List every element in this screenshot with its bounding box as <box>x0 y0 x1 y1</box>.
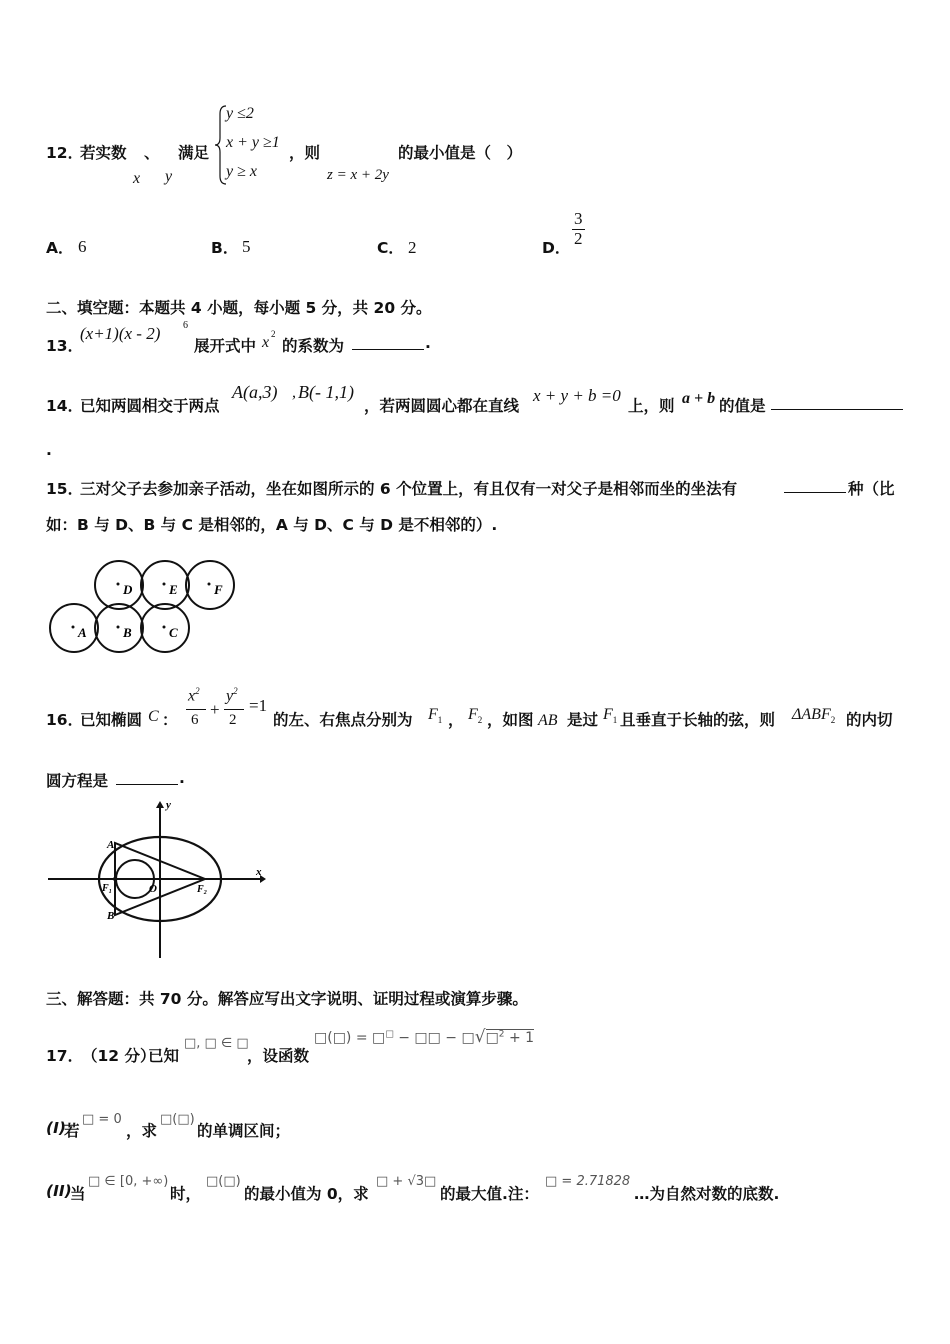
seat-f-label: F <box>214 582 223 597</box>
q17-function-exp: □ <box>385 1029 394 1040</box>
q17-part-2-text-4: 的最大值.注： <box>440 1185 539 1203</box>
q14-text-2: ，若两圆圆心都在直线 <box>364 397 520 415</box>
q17-sqrt-var: □ <box>485 1030 499 1046</box>
q15-seating-figure <box>46 556 238 658</box>
q16-text-2: 的左、右焦点分别为 <box>273 711 413 729</box>
q12-text-2: 满足 <box>178 144 210 162</box>
q17-given: □, □ ∈ □ <box>184 1036 249 1051</box>
q14-line-equation: x + y + b =0 <box>533 386 621 405</box>
q12-var-y: y <box>165 168 173 185</box>
q16-text-4: 是过 <box>567 711 599 729</box>
q17-part-2-function: □(□) <box>206 1174 241 1189</box>
q12-option-d-fraction <box>572 210 585 248</box>
q14-a-plus-b: a + b <box>682 390 716 407</box>
q16-denominator-2: 2 <box>229 712 237 728</box>
q13-variable: x <box>262 334 270 351</box>
q16-fraction-bar-1 <box>186 709 206 710</box>
q12-option-c-label: C． <box>377 239 404 257</box>
q16-fraction-bar-2 <box>224 709 244 710</box>
fig-label-a: A <box>107 839 115 851</box>
q12-condition-3: y ≥ x <box>226 163 257 180</box>
q16-f2-sub: 2 <box>477 715 483 726</box>
q16-x-var: x <box>188 687 196 705</box>
q16-period: . <box>179 769 185 787</box>
fig-label-f2: F₂ <box>197 884 208 895</box>
q16-colon: ： <box>162 711 178 729</box>
q17-part-2-text-3: 的最小值为 0，求 <box>244 1185 369 1203</box>
q17-part-2-e-value: □ = 2.71828 <box>545 1174 631 1189</box>
q16-f2-letter: F <box>468 706 478 723</box>
q17-sqrt-body <box>486 1029 535 1046</box>
q14-comma: , <box>292 384 296 401</box>
q13-answer-blank <box>352 333 424 350</box>
q16-ellipse-figure <box>44 798 268 960</box>
q15-line-1: 三对父子去参加亲子活动，坐在如图所示的 6 个位置上，有且仅有一对父子是相邻而坐的坐法有 <box>80 480 738 498</box>
q16-triangle-sub: 2 <box>830 715 836 726</box>
q17-sqrt-exp: 2 <box>498 1029 505 1040</box>
q15-line-1-end: 种（比 <box>848 480 895 498</box>
q16-number: 16． <box>46 711 84 729</box>
q12-option-d-numerator: 3 <box>574 209 583 228</box>
q12-separator: 、 <box>144 144 160 162</box>
q12-condition-1: y ≤2 <box>226 105 254 122</box>
q17-part-2-text-1: 当 <box>70 1185 86 1203</box>
q17-text-1: 已知 <box>148 1047 180 1065</box>
q13-text-1: 展开式中 <box>194 337 257 355</box>
q12-option-a-label: A． <box>46 239 74 257</box>
q14-number: 14． <box>46 397 84 415</box>
q16-f2 <box>468 706 482 725</box>
q14-answer-blank <box>771 393 903 410</box>
q17-part-1-label: (I) <box>46 1119 66 1137</box>
q17-part-2-text-5: …为自然对数的底数. <box>634 1185 780 1203</box>
fig-label-x: x <box>256 866 262 878</box>
q16-ab: AB <box>538 712 558 729</box>
q17-text-2: ，设函数 <box>247 1047 310 1065</box>
q12-option-b-label: B． <box>211 239 239 257</box>
q17-part-2-expression: □ + √3□ <box>376 1174 437 1189</box>
q17-function-head: □(□) = □ <box>314 1030 386 1046</box>
q16-f1 <box>428 706 442 725</box>
q13-text-2: 的系数为 <box>282 337 345 355</box>
fig-label-b: B <box>107 910 115 922</box>
q13-variable-exponent: 2 <box>271 329 276 339</box>
q17-sqrt-tail: + 1 <box>504 1030 535 1046</box>
q17-part-1-function: □(□) <box>160 1112 195 1127</box>
q15-line-2: 如：B 与 D、B 与 C 是相邻的，A 与 D、C 与 D 是不相邻的）. <box>46 516 498 534</box>
seat-e-label: E <box>169 582 178 597</box>
q16-f1-inline-sub: 1 <box>612 715 618 726</box>
q16-y-squared <box>226 686 238 705</box>
section-2-title: 二、填空题：本题共 4 小题，每小题 5 分，共 20 分。 <box>46 299 432 317</box>
q16-f1-inline-letter: F <box>603 706 613 723</box>
q17-part-1-text-1: 若 <box>64 1122 80 1140</box>
fig-label-y: y <box>166 799 171 811</box>
q16-triangle <box>792 706 835 725</box>
q14-text-4: 的值是 <box>719 397 766 415</box>
q16-text-5: 且垂直于长轴的弦，则 <box>620 711 776 729</box>
q13-expression: (x+1)(x - 2) <box>80 324 161 343</box>
fig-label-f1: F₁ <box>102 883 113 894</box>
q15-answer-blank <box>784 476 846 493</box>
q12-option-c-value: 2 <box>408 238 417 257</box>
q16-y-sq: 2 <box>233 686 238 696</box>
q14-text-3: 上，则 <box>628 397 675 415</box>
q16-f1-inline <box>603 706 617 725</box>
q13-period: . <box>425 334 431 352</box>
q12-option-b-value: 5 <box>242 237 251 256</box>
q16-x-squared <box>188 686 200 705</box>
seat-a-label: A <box>78 625 87 640</box>
q16-denominator-6: 6 <box>191 712 199 728</box>
q16-text-6: 的内切 <box>846 711 893 729</box>
q17-part-2-condition: □ ∈ [0, +∞) <box>88 1174 169 1189</box>
q12-text-1: 若实数 <box>80 144 127 162</box>
q13-number: 13． <box>46 337 84 355</box>
q16-plus: + <box>210 700 220 719</box>
q12-option-d-denominator: 2 <box>574 228 583 248</box>
q17-part-2-text-2: 时， <box>170 1185 202 1203</box>
q16-c: C <box>148 708 159 725</box>
q16-x-sq: 2 <box>195 686 200 696</box>
q12-text-4: 的最小值是（ ） <box>398 144 523 162</box>
section-3-title: 三、解答题：共 70 分。解答应写出文字说明、证明过程或演算步骤。 <box>46 990 528 1008</box>
q16-y-var: y <box>226 687 234 705</box>
q12-option-a-value: 6 <box>78 237 87 256</box>
q17-function <box>314 1027 534 1047</box>
q17-number: 17． <box>46 1047 84 1065</box>
q12-condition-2: x + y ≥1 <box>226 134 280 151</box>
sqrt-icon: √ <box>474 1027 486 1047</box>
q17-part-2-label: (II) <box>46 1182 72 1200</box>
q15-number: 15． <box>46 480 84 498</box>
seat-d-label: D <box>123 582 133 597</box>
q12-option-d-label: D． <box>542 239 571 257</box>
q16-answer-blank <box>116 768 178 785</box>
q16-text-3: ，如图 <box>487 711 534 729</box>
q14-period: . <box>46 441 52 459</box>
q16-triangle-name: ΔABF <box>792 706 831 723</box>
q12-var-x: x <box>133 170 141 187</box>
q12-objective: z = x + 2y <box>327 167 389 183</box>
q16-text-1: 已知椭圆 <box>80 711 143 729</box>
q14-text-1: 已知两圆相交于两点 <box>80 397 220 415</box>
q12-number: 12． <box>46 144 84 162</box>
q17-part-1-text-3: 的单调区间； <box>197 1122 291 1140</box>
q17-part-1-text-2: ，求 <box>126 1122 158 1140</box>
q16-f1-letter: F <box>428 706 438 723</box>
q16-f1-sub: 1 <box>437 715 443 726</box>
q14-point-a: A(a,3) <box>232 382 278 402</box>
seat-b-label: B <box>123 625 132 640</box>
q17-part-1-condition: □ = 0 <box>82 1112 122 1127</box>
q17-score: （12 分） <box>82 1047 156 1065</box>
q12-text-3: ，则 <box>289 144 321 162</box>
q16-equals-one: =1 <box>249 696 268 715</box>
q17-function-rest: − □□ − □ <box>398 1030 475 1046</box>
q16-separator: ， <box>448 711 464 729</box>
q16-line-2: 圆方程是 <box>46 772 109 790</box>
q14-point-b: B(- 1,1) <box>298 382 354 402</box>
fig-label-o: O <box>149 883 157 895</box>
q13-exponent: 6 <box>183 320 188 331</box>
seat-c-label: C <box>169 625 178 640</box>
